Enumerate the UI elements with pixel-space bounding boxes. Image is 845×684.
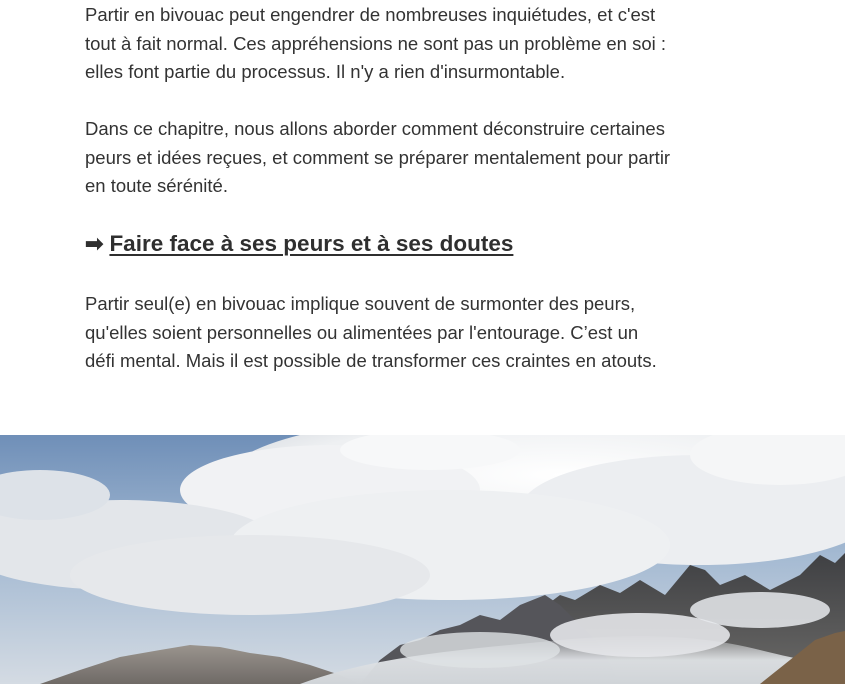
paragraph-line: en toute sérénité. bbox=[85, 175, 228, 196]
right-arrow-icon: ➡ bbox=[85, 231, 104, 256]
paragraph-line: Partir en bivouac peut engendrer de nombreuses inquiétudes, et c'est bbox=[85, 4, 656, 25]
paragraph-line: peurs et idées reçues, et comment se préparer mentalement pour partir bbox=[85, 146, 671, 168]
paragraph-line: elles font partie du processus. Il n'y a rien d'insurmontable. bbox=[85, 61, 566, 82]
paragraph-line: tout à fait normal. Ces appréhensions ne sont pas un problème en soi : bbox=[85, 32, 667, 54]
chapter-intro-paragraph bbox=[85, 115, 670, 201]
section-heading-link[interactable]: Faire face à ses peurs et à ses doutes bbox=[109, 231, 514, 256]
mountain-photo bbox=[0, 435, 845, 684]
section-heading bbox=[85, 229, 513, 259]
paragraph-line: qu'elles soient personnelles ou alimentées par l'entourage. C’est un bbox=[85, 321, 639, 343]
intro-paragraph bbox=[85, 1, 666, 87]
paragraph-line: Dans ce chapitre, nous allons aborder comment déconstruire certaines bbox=[85, 118, 665, 139]
paragraph-line: Partir seul(e) en bivouac implique souvent de surmonter des peurs, bbox=[85, 293, 636, 314]
paragraph-line: défi mental. Mais il est possible de transformer ces craintes en atouts. bbox=[85, 350, 657, 371]
section-paragraph bbox=[85, 290, 657, 376]
mountain-photo-illustration bbox=[0, 435, 845, 684]
